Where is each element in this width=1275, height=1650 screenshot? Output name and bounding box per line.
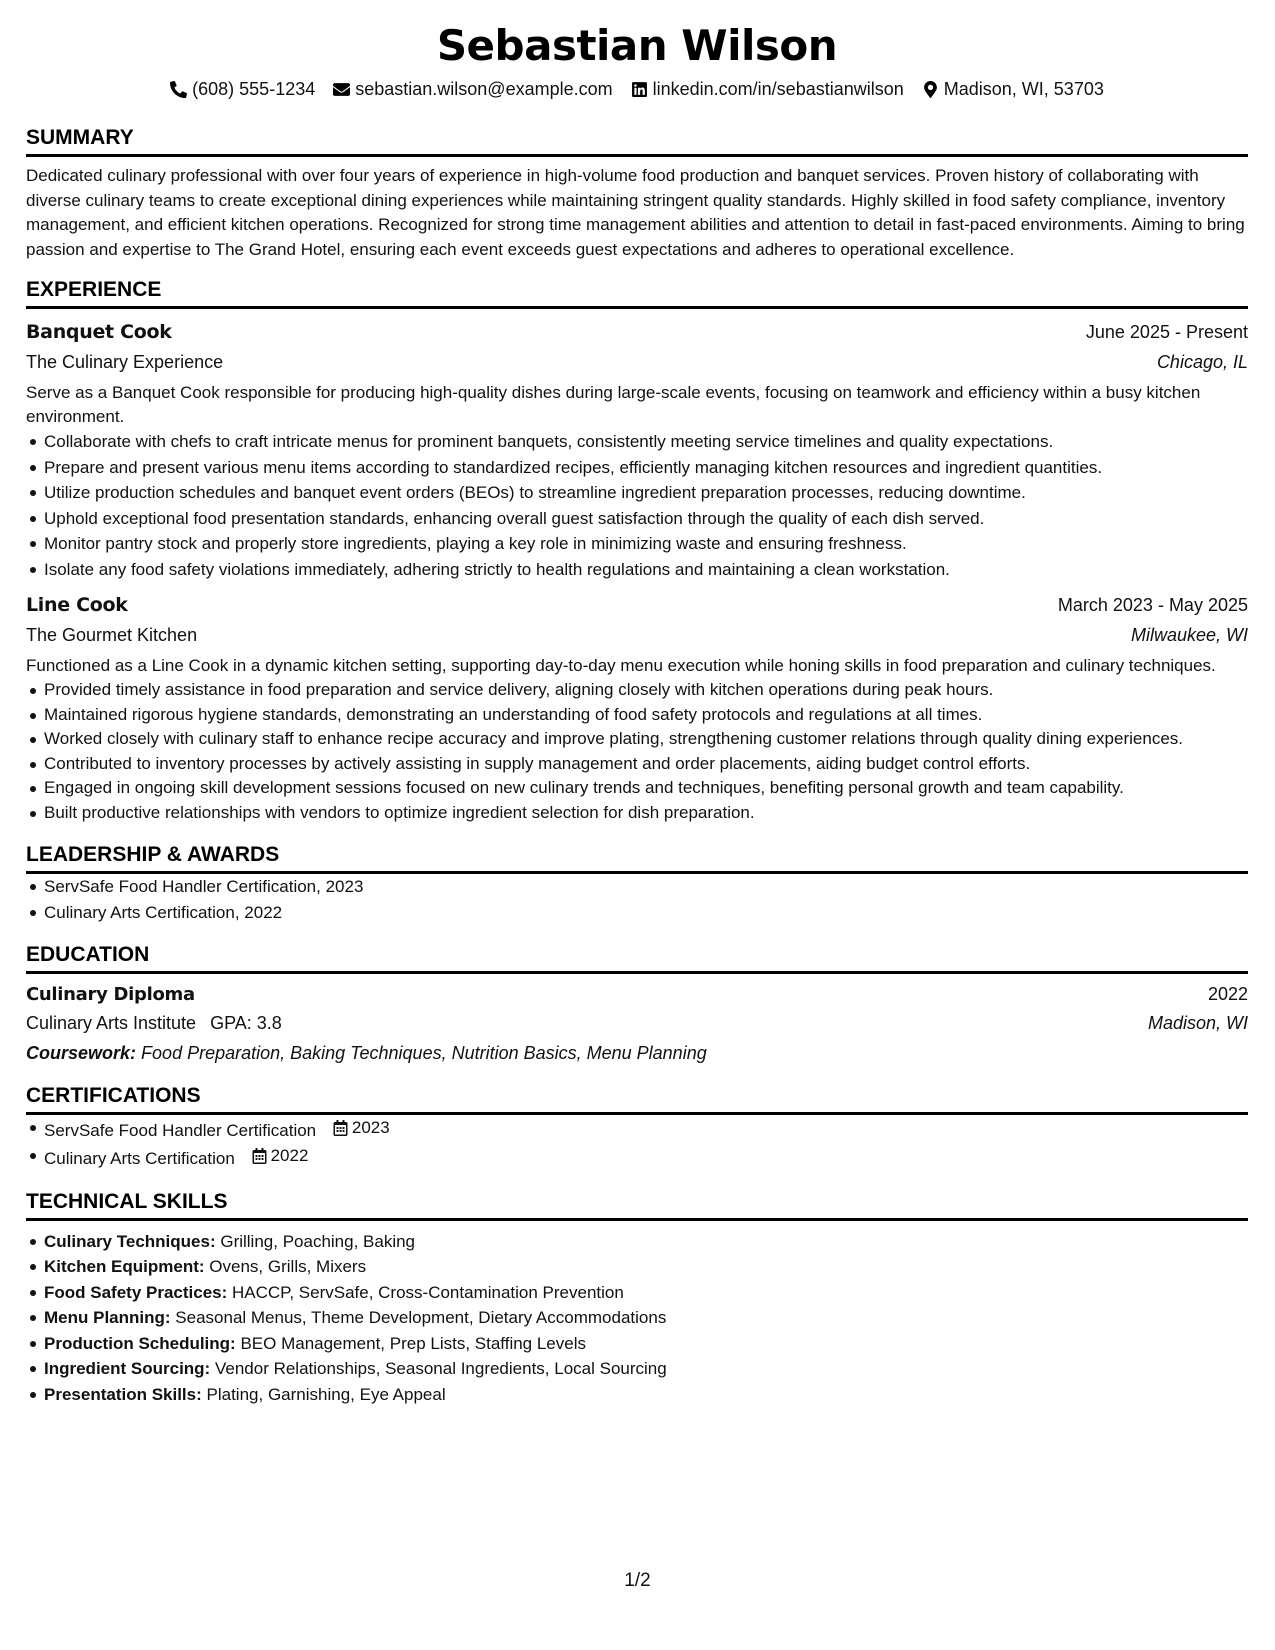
- contact-phone-text: (608) 555-1234: [192, 79, 316, 99]
- contact-row: [26, 76, 1248, 102]
- leadership-list: [26, 874, 1248, 925]
- page-number: 1/2: [624, 1570, 651, 1591]
- job-company: The Culinary Experience: [26, 352, 224, 372]
- coursework: [26, 1038, 1248, 1068]
- list-item: Worked closely with culinary staff to enhance recipe accuracy and improve plating, strengthening customer relations through quality dining experiences.: [44, 727, 1248, 752]
- list-item: Prepare and present various menu items according to standardized recipes, efficiently managing kitchen resources and ingredient quantities.: [44, 455, 1248, 481]
- skill-value: Ovens, Grills, Mixers: [209, 1257, 367, 1276]
- job-bullets: [26, 678, 1248, 825]
- skill-value: Vendor Relationships, Seasonal Ingredients, Local Sourcing: [214, 1359, 667, 1378]
- list-item: [44, 1143, 1248, 1171]
- certification-name: Culinary Arts Certification: [44, 1149, 235, 1168]
- list-item: ServSafe Food Handler Certification, 2023: [44, 874, 1248, 900]
- job-dates: June 2025 - Present: [1085, 322, 1248, 342]
- certification-year: 2022: [270, 1146, 309, 1166]
- phone-icon: [170, 81, 187, 98]
- education-heading: EDUCATION: [26, 941, 1248, 974]
- leadership-section: [26, 841, 1248, 925]
- skill-item: [44, 1229, 1248, 1255]
- skill-item: [44, 1280, 1248, 1306]
- skill-label: Production Scheduling:: [44, 1333, 236, 1353]
- certification-year: 2023: [351, 1118, 390, 1137]
- skill-item: [44, 1382, 1248, 1408]
- resume-content: [26, 18, 1248, 1407]
- list-item: Utilize production schedules and banquet event orders (BEOs) to streamline ingredient preparation processes, reducing downtime.: [44, 480, 1248, 506]
- contact-linkedin-text: linkedin.com/in/sebastianwilson: [652, 79, 904, 99]
- experience-section: [26, 276, 1248, 825]
- certification-name: ServSafe Food Handler Certification: [44, 1120, 317, 1140]
- list-item: Culinary Arts Certification, 2022: [44, 900, 1248, 926]
- skill-item: [44, 1331, 1248, 1357]
- certifications-heading: CERTIFICATIONS: [26, 1082, 1248, 1115]
- list-item: Monitor pantry stock and properly store ingredients, playing a key role in minimizing waste and ensuring freshness.: [44, 531, 1248, 557]
- job-entry: [26, 590, 1248, 825]
- envelope-icon: [333, 81, 350, 98]
- job-bullets: [26, 429, 1248, 582]
- linkedin-icon: [631, 81, 648, 98]
- skill-label: Culinary Techniques:: [44, 1231, 216, 1251]
- skills-heading: TECHNICAL SKILLS: [26, 1188, 1248, 1221]
- leadership-heading: LEADERSHIP & AWARDS: [26, 841, 1248, 874]
- skill-label: Food Safety Practices:: [44, 1282, 228, 1302]
- certification-date: [252, 1143, 309, 1169]
- experience-heading: EXPERIENCE: [26, 276, 1248, 309]
- school-name: Culinary Arts Institute: [26, 1013, 197, 1033]
- job-entry: [26, 317, 1248, 582]
- list-item: Maintained rigorous hygiene standards, demonstrating an understanding of food safety protocols and regulations at all times.: [44, 703, 1248, 728]
- education-section: [26, 941, 1248, 1068]
- contact-linkedin[interactable]: [631, 76, 904, 102]
- calendar-icon: [252, 1148, 267, 1164]
- skill-label: Presentation Skills:: [44, 1384, 202, 1404]
- skill-item: [44, 1254, 1248, 1280]
- contact-email-text: sebastian.wilson@example.com: [355, 79, 613, 99]
- job-title: Banquet Cook: [26, 321, 172, 343]
- skill-item: [44, 1356, 1248, 1382]
- map-pin-icon: [922, 81, 939, 98]
- calendar-icon: [333, 1120, 348, 1136]
- job-location: Milwaukee, WI: [1130, 625, 1248, 645]
- skill-value: BEO Management, Prep Lists, Staffing Levels: [240, 1333, 586, 1353]
- contact-email[interactable]: [333, 76, 612, 102]
- skill-value: HACCP, ServSafe, Cross-Contamination Prevention: [232, 1282, 624, 1302]
- skill-label: Menu Planning:: [44, 1308, 171, 1327]
- contact-location-text: Madison, WI, 53703: [943, 79, 1104, 99]
- list-item: Isolate any food safety violations immediately, adhering strictly to health regulations and maintaining a clean workstation.: [44, 557, 1248, 583]
- list-item: Collaborate with chefs to craft intricate menus for prominent banquets, consistently meeting service timelines and quality expectations.: [44, 429, 1248, 455]
- candidate-name: Sebastian Wilson: [436, 21, 838, 70]
- skills-list: [26, 1229, 1248, 1408]
- list-item: Provided timely assistance in food preparation and service delivery, aligning closely with kitchen operations during peak hours.: [44, 678, 1248, 703]
- skill-value: Plating, Garnishing, Eye Appeal: [206, 1384, 446, 1404]
- skill-value: Seasonal Menus, Theme Development, Dietary Accommodations: [175, 1308, 667, 1327]
- job-company: The Gourmet Kitchen: [26, 625, 198, 645]
- list-item: Uphold exceptional food presentation standards, enhancing overall guest satisfaction through the quality of each dish served.: [44, 506, 1248, 532]
- graduation-year: 2022: [1207, 984, 1248, 1004]
- skill-label: Ingredient Sourcing:: [44, 1359, 211, 1378]
- list-item: [44, 1115, 1248, 1143]
- list-item: Contributed to inventory processes by actively assisting in supply management and order placements, aiding budget control efforts.: [44, 752, 1248, 777]
- gpa: GPA: 3.8: [210, 1013, 282, 1033]
- skill-item: [44, 1305, 1248, 1331]
- list-item: Engaged in ongoing skill development sessions focused on new culinary trends and techniques, benefiting personal growth and team capability.: [44, 776, 1248, 801]
- list-item: Built productive relationships with vendors to optimize ingredient selection for dish preparation.: [44, 801, 1248, 826]
- certifications-section: [26, 1082, 1248, 1172]
- job-location: Chicago, IL: [1156, 352, 1248, 372]
- skill-label: Kitchen Equipment:: [44, 1257, 205, 1276]
- summary-heading: SUMMARY: [26, 124, 1248, 157]
- job-description: Functioned as a Line Cook in a dynamic kitchen setting, supporting day-to-day menu execution while honing skills in food preparation and culinary techniques.: [26, 656, 1216, 675]
- job-title: Line Cook: [26, 594, 128, 616]
- skills-section: [26, 1188, 1248, 1408]
- skill-value: Grilling, Poaching, Baking: [220, 1231, 416, 1251]
- contact-location: [922, 76, 1104, 102]
- certifications-list: [26, 1115, 1248, 1172]
- coursework-list: Food Preparation, Baking Techniques, Nutrition Basics, Menu Planning: [141, 1043, 707, 1063]
- job-description: Serve as a Banquet Cook responsible for producing high-quality dishes during large-scale events, focusing on teamwork and efficiency within a busy kitchen environment.: [26, 383, 1201, 426]
- degree-title: Culinary Diploma: [26, 984, 195, 1005]
- coursework-label: Coursework:: [26, 1043, 137, 1063]
- job-dates: March 2023 - May 2025: [1057, 595, 1248, 615]
- summary-section: [26, 124, 1248, 262]
- contact-phone: [170, 76, 315, 102]
- summary-text: Dedicated culinary professional with over four years of experience in high-volume food production and banquet services. Proven history of collaborating with diverse culinary teams to create exceptional dining experiences while maintaining stringent quality standards. Highly skilled in food safety compliance, inventory management, and efficient kitchen operations. Recognized for strong time management abilities and attention to detail in fast-paced environments. Aiming to bring passion and expertise to The Grand Hotel, ensuring each event exceeds guest expectations and adheres to operational excellence.: [26, 166, 1245, 259]
- certification-date: [333, 1115, 390, 1141]
- school-location: Madison, WI: [1147, 1013, 1248, 1033]
